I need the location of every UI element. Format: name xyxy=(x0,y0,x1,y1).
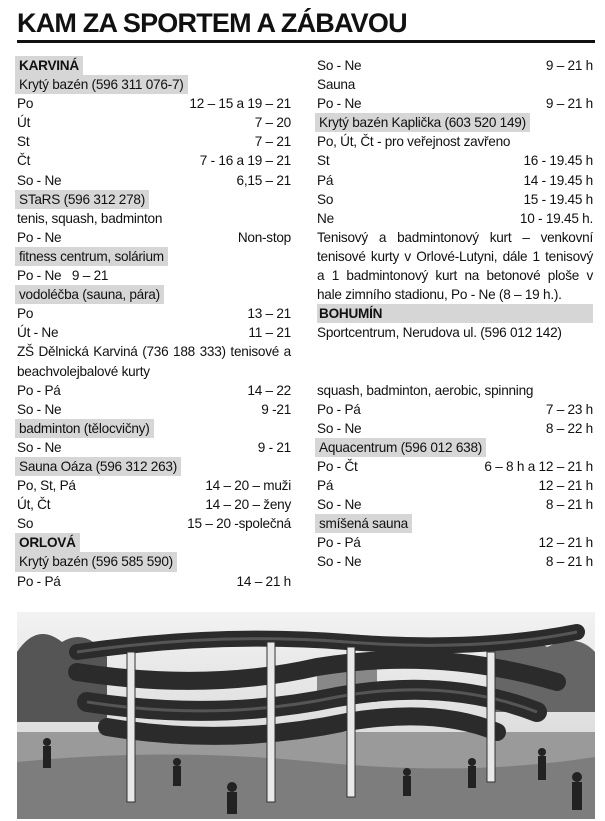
schedule-row xyxy=(317,419,593,438)
right-column xyxy=(317,56,593,572)
heading-text: KARVINÁ xyxy=(15,56,83,75)
hours-value: 14 – 22 xyxy=(247,382,291,398)
schedule-row xyxy=(17,438,291,457)
schedule-row xyxy=(17,514,291,533)
hours-value: Non-stop xyxy=(237,229,291,245)
schedule-row xyxy=(17,400,291,419)
schedule-row xyxy=(317,400,593,419)
hours-value: 11 – 21 xyxy=(248,325,291,341)
heading-text: STaRS (596 312 278) xyxy=(15,190,149,209)
city-heading xyxy=(17,56,291,75)
day-label: Út - Ne xyxy=(17,325,59,341)
hours-value: 16 - 19.45 h xyxy=(523,153,593,169)
heading-text: Krytý bazén Kaplička (603 520 149) xyxy=(315,113,530,132)
day-label: So - Ne xyxy=(317,58,362,73)
day-label: So - Ne xyxy=(17,439,62,455)
aquapark-photo xyxy=(17,612,595,819)
venue-heading xyxy=(17,247,291,266)
day-label: Pá xyxy=(317,172,334,188)
day-label: Po - Ne xyxy=(17,229,62,245)
day-label: So - Ne xyxy=(317,554,362,570)
page-title: KAM ZA SPORTEM A ZÁBAVOU xyxy=(17,8,407,38)
day-label: Pá xyxy=(317,478,334,494)
hours-value: 14 – 20 – muži xyxy=(205,478,291,494)
schedule-row xyxy=(317,476,593,495)
hours-value: 14 - 19.45 h xyxy=(523,172,593,188)
day-label: Po xyxy=(17,96,34,112)
hours-value: 10 - 19.45 h. xyxy=(519,210,593,226)
hours-value: 12 – 21 h xyxy=(538,535,593,551)
venue-heading xyxy=(17,552,291,571)
day-label: So - Ne xyxy=(317,420,362,436)
hours-value: 7 - 16 a 19 – 21 xyxy=(199,153,291,169)
hours-value: 12 – 15 a 19 – 21 xyxy=(189,96,291,112)
hours-value: 8 – 22 h xyxy=(545,420,593,436)
day-label: So - Ne xyxy=(17,172,62,188)
schedule-row xyxy=(317,171,593,190)
venue-heading xyxy=(17,457,291,476)
info-line: squash, badminton, aerobic, spinning xyxy=(317,382,534,398)
schedule-row xyxy=(17,132,291,151)
schedule-row xyxy=(17,151,291,170)
hours-value: 6,15 – 21 xyxy=(236,172,291,188)
schedule-row xyxy=(17,113,291,132)
info-line: Po, Út, Čt - pro veřejnost zavřeno xyxy=(317,134,511,150)
hours-value: 7 – 21 xyxy=(254,134,291,150)
heading-text: badminton (tělocvičny) xyxy=(15,419,154,438)
info-line: tenis, squash, badminton xyxy=(17,210,163,226)
heading-text: fitness centrum, solárium xyxy=(15,247,168,266)
day-label: St xyxy=(17,134,30,150)
day-label: Po, St, Pá xyxy=(17,478,76,494)
schedule-row xyxy=(17,495,291,514)
day-label: Po - Pá xyxy=(317,535,361,551)
schedule-row xyxy=(317,533,593,552)
info-line: Sauna xyxy=(317,77,356,93)
venue-heading xyxy=(17,419,291,438)
day-label: Po - Pá xyxy=(17,573,61,589)
schedule-row xyxy=(317,56,593,75)
schedule-row xyxy=(17,94,291,113)
hours-value: 6 – 8 h a 12 – 21 h xyxy=(484,458,593,474)
day-label: Po - Pá xyxy=(317,401,361,417)
hours-value: 13 – 21 xyxy=(247,306,291,322)
heading-text: vodoléčba (sauna, pára) xyxy=(15,285,164,304)
city-heading-bar: BOHUMÍN xyxy=(317,304,593,323)
day-label: Ne xyxy=(317,210,334,226)
hours-value: 7 – 23 h xyxy=(545,401,593,417)
title-rule xyxy=(17,40,595,43)
day-label: So xyxy=(317,191,334,207)
schedule-row xyxy=(317,495,593,514)
heading-text: Krytý bazén (596 585 590) xyxy=(15,552,177,571)
schedule-row xyxy=(317,151,593,170)
schedule-row xyxy=(317,457,593,476)
day-label: Čt xyxy=(17,153,31,169)
venue-heading xyxy=(17,190,291,209)
hours-value: 14 – 20 – ženy xyxy=(205,497,291,513)
hours-value: 14 – 21 h xyxy=(236,573,291,589)
schedule-row xyxy=(17,171,291,190)
venue-heading xyxy=(317,514,593,533)
heading-text: Aquacentrum (596 012 638) xyxy=(315,438,486,457)
schedule-row xyxy=(317,94,593,113)
day-label: Út, Čt xyxy=(17,497,51,513)
heading-text: ORLOVÁ xyxy=(15,533,80,552)
hours-value: 12 – 21 h xyxy=(538,478,593,494)
venue-heading xyxy=(17,285,291,304)
schedule-row xyxy=(17,323,291,342)
hours-value: 7 – 20 xyxy=(254,115,291,131)
day-label: St xyxy=(317,153,330,169)
hours-value: 8 – 21 h xyxy=(545,554,593,570)
venue-heading xyxy=(17,75,291,94)
left-column xyxy=(17,56,291,591)
schedule-row xyxy=(17,304,291,323)
hours-value: 8 – 21 h xyxy=(545,497,593,513)
schedule-row xyxy=(17,228,291,247)
day-label: Po - Ne xyxy=(317,96,362,112)
hours-value: 9 - 21 xyxy=(257,439,291,455)
hours-value: 15 – 20 -společná xyxy=(187,516,291,532)
venue-heading xyxy=(317,438,593,457)
day-label: So xyxy=(17,516,34,532)
day-label: Po - Čt xyxy=(317,458,358,474)
description-paragraph: Sportcentrum, Nerudova ul. (596 012 142) xyxy=(317,325,562,341)
description-paragraph: Tenisový a badmintonový kurt – venkovní tenisové kurty v Orlové-Lutyni, dále 1 tenisový a 1 badmintonový kurt na betonové ploše v hale zimního stadionu, Po - Ne (8 – 19 h.). xyxy=(317,229,593,303)
spacer xyxy=(317,362,593,381)
hours-value: 9 -21 xyxy=(261,401,291,417)
info-line: Po - Ne 9 – 21 xyxy=(17,268,109,284)
description-paragraph: ZŠ Dělnická Karviná (736 188 333) tenisové a beachvolejbalové kurty xyxy=(17,344,291,379)
city-heading xyxy=(17,533,291,552)
heading-text: Krytý bazén (596 311 076-7) xyxy=(15,75,188,94)
hours-value: 9 – 21 h xyxy=(545,58,593,73)
schedule-row xyxy=(17,572,291,591)
day-label: So - Ne xyxy=(17,401,62,417)
day-label: Po - Pá xyxy=(17,382,61,398)
venue-heading xyxy=(317,113,593,132)
day-label: So - Ne xyxy=(317,497,362,513)
schedule-row xyxy=(317,190,593,209)
heading-text: Sauna Oáza (596 312 263) xyxy=(15,457,181,476)
day-label: Po xyxy=(17,306,34,322)
schedule-row xyxy=(17,381,291,400)
hours-value: 15 - 19.45 h xyxy=(523,191,593,207)
day-label: Út xyxy=(17,115,31,131)
schedule-row xyxy=(17,476,291,495)
schedule-row xyxy=(317,552,593,571)
schedule-row xyxy=(317,209,593,228)
hours-value: 9 – 21 h xyxy=(545,96,593,112)
heading-text: smíšená sauna xyxy=(315,514,412,533)
